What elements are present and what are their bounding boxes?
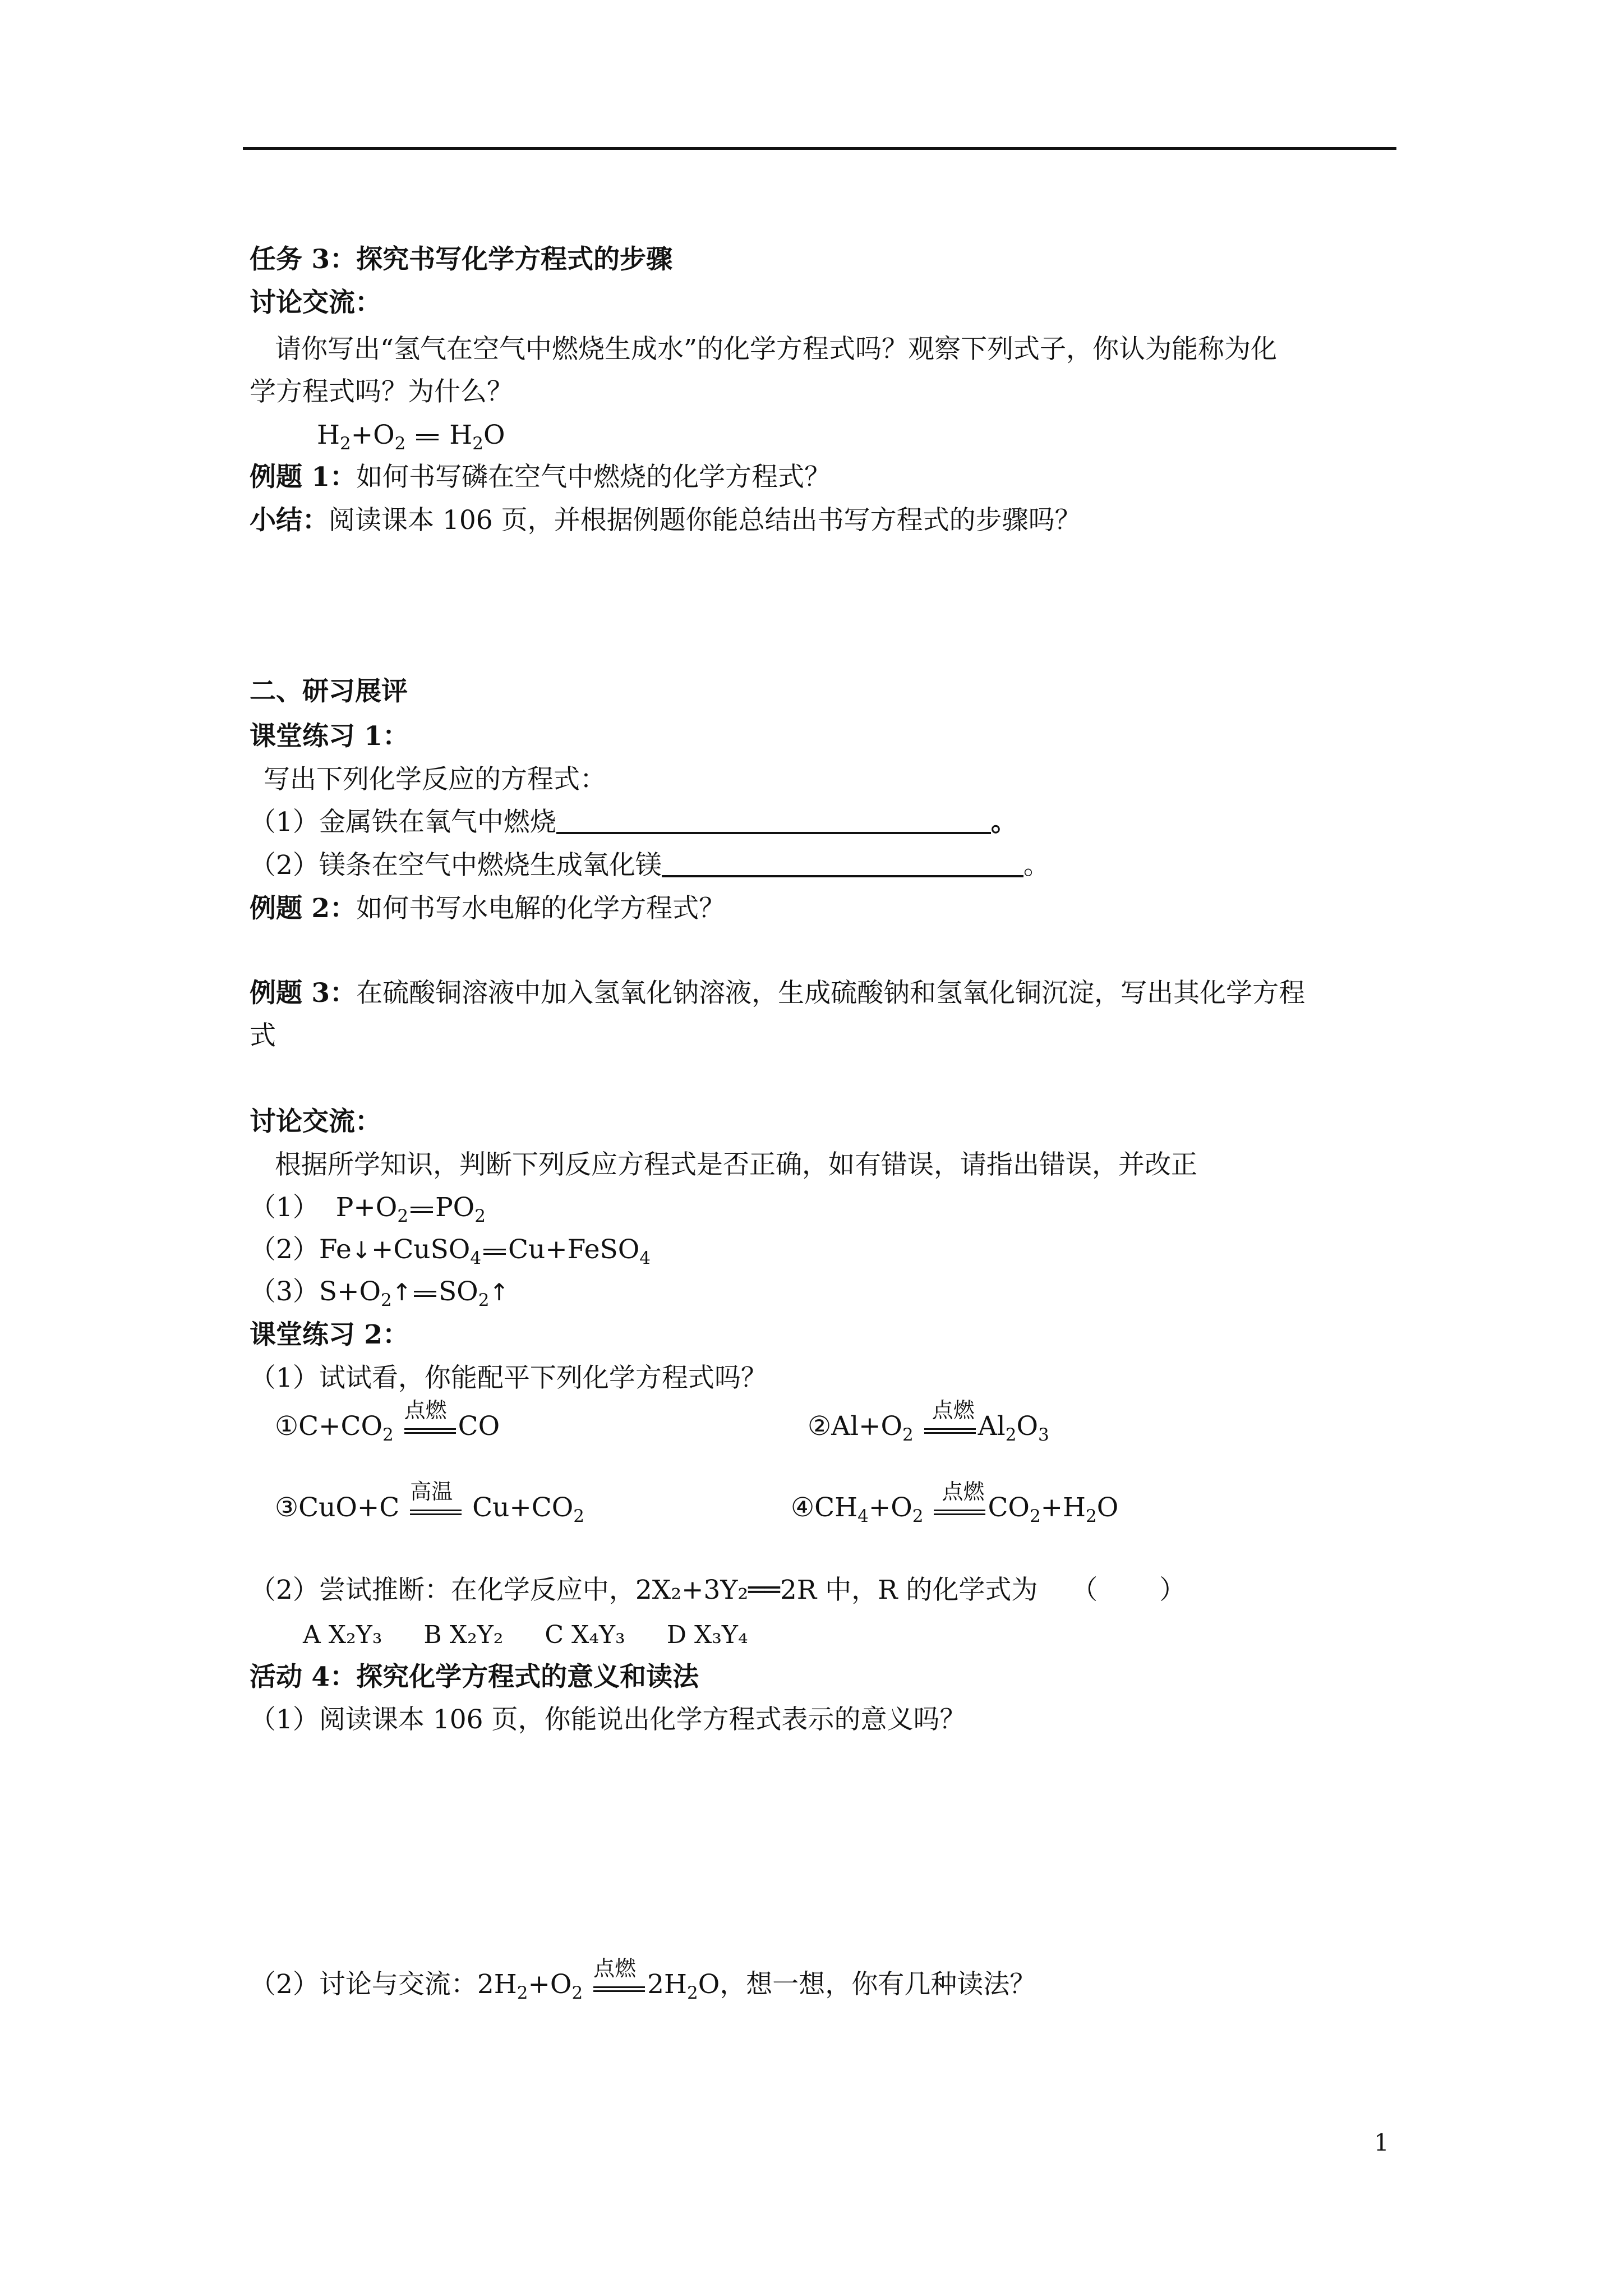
- example2: 例题 2：如何书写水电解的化学方程式？: [250, 893, 726, 924]
- option-c[interactable]: C X₄Y₃: [545, 1621, 625, 1649]
- practice2-q1: （1）试试看，你能配平下列化学方程式吗？: [250, 1363, 767, 1393]
- section2-heading: 二、研习展评: [250, 676, 408, 707]
- discuss-line1: 请你写出“氢气在空气中燃烧生成水”的化学方程式吗？观察下列式子，你认为能称为化: [275, 334, 1278, 365]
- activity4-q1: （1）阅读课本 106 页，你能说出化学方程式表示的意义吗？: [250, 1704, 966, 1735]
- example3-line2: 式: [250, 1020, 276, 1051]
- discuss2-text: 根据所学知识，判断下列反应方程式是否正确，如有错误，请指出错误，并改正: [275, 1149, 1197, 1180]
- practice1-q2: （2）镁条在空气中燃烧生成氧化镁 。: [250, 847, 1050, 884]
- answer-blank-2[interactable]: [662, 848, 1023, 877]
- practice2-q2: （2）尝试推断：在化学反应中，2X₂+3Y₂══2R 中，R 的化学式为 （ ）: [250, 1575, 1186, 1605]
- practice2-options: [303, 1617, 782, 1654]
- discuss2-label: 讨论交流：: [250, 1106, 381, 1137]
- balance-eq-4: $④CH_4+O_2$ 点燃 $CO_2+H_2O$: [791, 1479, 1119, 1526]
- activity4-heading: 活动 4：探究化学方程式的意义和读法: [250, 1662, 699, 1692]
- balance-eq-1: $①C+CO_2$ 点燃 CO: [275, 1398, 500, 1445]
- discuss-label: 讨论交流：: [250, 287, 381, 318]
- wrong-equation-3: $(3)S+O_2↑$ $SO_2↑$: [250, 1276, 509, 1310]
- practice1-intro: 写出下列化学反应的方程式：: [264, 764, 606, 795]
- example1: 例题 1：如何书写磷在空气中燃烧的化学方程式？: [250, 462, 831, 493]
- wrong-equation-1: （1） $P+O_2$ $PO_2$: [250, 1192, 486, 1226]
- header-rule: [243, 147, 1396, 150]
- practice1-label: 课堂练习 1：: [250, 721, 409, 752]
- discuss-line2: 学方程式吗？为什么？: [250, 376, 513, 407]
- summary: 小结：阅读课本 106 页，并根据例题你能总结出书写方程式的步骤吗？: [250, 505, 1081, 536]
- wrong-equation-2: （2）Fe↓+CuSO$_4$ Cu+FeSO$_4$: [250, 1234, 651, 1268]
- balance-eq-3: ③CuO+C 高温 $Cu+CO_2$: [275, 1479, 584, 1526]
- task3-heading: 任务 3：探究书写化学方程式的步骤: [250, 244, 673, 275]
- example3-line1: 例题 3：在硫酸铜溶液中加入氢氧化钠溶液，生成硫酸钠和氢氧化铜沉淀，写出其化学方程: [250, 978, 1306, 1009]
- option-d[interactable]: D X₃Y₄: [666, 1621, 748, 1649]
- equation-h2-o2: $H_2+O_2$ $H_2O$: [317, 420, 505, 454]
- page-number: 1: [1374, 2129, 1389, 2156]
- answer-blank-1[interactable]: [556, 805, 991, 834]
- option-a[interactable]: A X₂Y₃: [303, 1621, 382, 1649]
- balance-eq-2: $②Al+O_2$ 点燃 $Al_2O_3$: [808, 1398, 1049, 1445]
- option-b[interactable]: B X₂Y₂: [423, 1621, 504, 1649]
- activity4-q2: （2）讨论与交流：$2H_2+O_2$ 点燃 $2H_2O$，想一想，你有几种读法？: [250, 1956, 1036, 2003]
- practice1-q1: （1）金属铁在氧气中燃烧 。: [250, 804, 1017, 841]
- practice2-label: 课堂练习 2：: [250, 1319, 409, 1350]
